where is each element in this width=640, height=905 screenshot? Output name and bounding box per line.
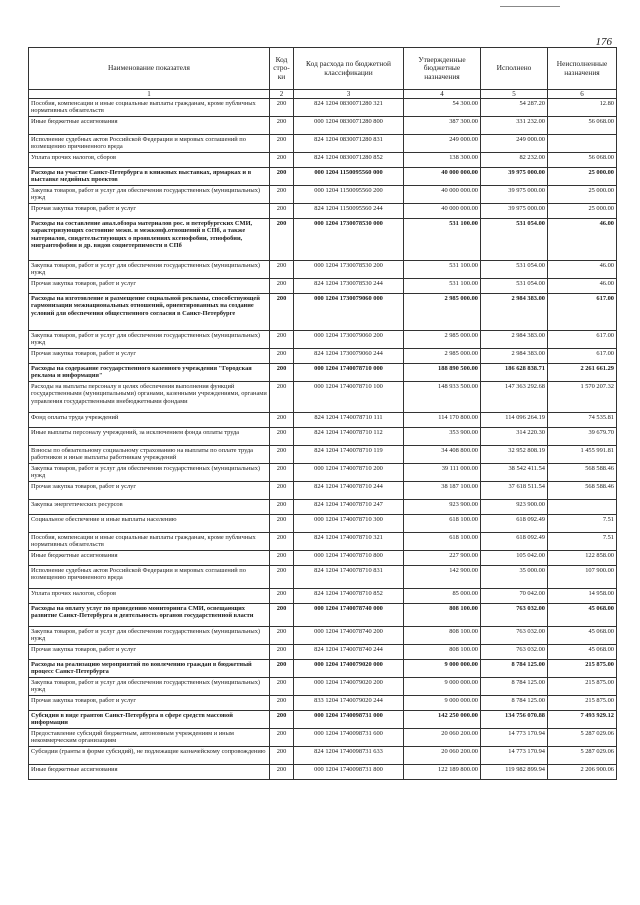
cell-expense-code: 824 1204 1740078710 247 — [294, 500, 404, 515]
cell-name: Прочая закупка товаров, работ и услуг — [29, 645, 270, 660]
cell-approved: 20 060 200.00 — [404, 747, 481, 765]
cell-row-code: 200 — [270, 678, 294, 696]
scan-top-mark — [500, 6, 560, 7]
cell-name: Пособия, компенсации и иные социальные выплаты гражданам, кроме публичных нормативных обязательств — [29, 533, 270, 551]
cell-expense-code: 000 1204 1740079020 200 — [294, 678, 404, 696]
cell-expense-code: 000 1204 1740079020 000 — [294, 660, 404, 678]
cell-name: Закупка товаров, работ и услуг для обеспечения государственных (муниципальных) нужд — [29, 627, 270, 645]
cell-name: Расходы на содержание государственного казенного учреждения "Городская реклама и информация" — [29, 364, 270, 382]
cell-unexecuted: 5 287 029.06 — [548, 729, 617, 747]
cell-approved: 142 900.00 — [404, 566, 481, 589]
cell-expense-code: 000 1204 1740078710 000 — [294, 364, 404, 382]
cell-expense-code: 824 1204 1740078710 111 — [294, 413, 404, 428]
cell-name: Прочая закупка товаров, работ и услуг — [29, 279, 270, 294]
table-row — [29, 589, 617, 604]
cell-executed: 39 975 000.00 — [481, 186, 548, 204]
cell-unexecuted: 7.51 — [548, 515, 617, 533]
cell-approved: 9 000 000.00 — [404, 696, 481, 711]
table-row — [29, 747, 617, 765]
cell-row-code: 200 — [270, 604, 294, 627]
budget-execution-table — [28, 47, 617, 780]
cell-row-code: 200 — [270, 660, 294, 678]
table-row — [29, 168, 617, 186]
table-row — [29, 464, 617, 482]
cell-unexecuted: 122 858.00 — [548, 551, 617, 566]
cell-name: Прочая закупка товаров, работ и услуг — [29, 696, 270, 711]
cell-expense-code: 833 1204 1740079020 244 — [294, 696, 404, 711]
header-approved: Утвержденные бюджетные назначения — [404, 48, 481, 90]
cell-expense-code: 824 1204 0830071280 852 — [294, 153, 404, 168]
column-number: 4 — [404, 90, 481, 99]
cell-row-code: 200 — [270, 204, 294, 219]
cell-name: Социальное обеспечение и иные выплаты населению — [29, 515, 270, 533]
cell-name: Иные выплаты персоналу учреждений, за исключением фонда оплаты труда — [29, 428, 270, 446]
table-row — [29, 331, 617, 349]
cell-approved: 531 100.00 — [404, 261, 481, 279]
cell-unexecuted: 46.00 — [548, 261, 617, 279]
cell-row-code: 200 — [270, 729, 294, 747]
table-row — [29, 382, 617, 413]
cell-approved: 40 000 000.00 — [404, 168, 481, 186]
cell-executed: 186 628 838.71 — [481, 364, 548, 382]
cell-name: Расходы на выплаты персоналу в целях обеспечения выполнения функций государственными (муниципальными) органами, казенными учреждениями, органами управления государственными внебюджетными фондами — [29, 382, 270, 413]
table-row — [29, 566, 617, 589]
cell-expense-code: 000 1204 1730078530 000 — [294, 219, 404, 261]
cell-row-code: 200 — [270, 428, 294, 446]
cell-row-code: 200 — [270, 349, 294, 364]
cell-row-code: 200 — [270, 117, 294, 135]
cell-name: Закупка товаров, работ и услуг для обеспечения государственных (муниципальных) нужд — [29, 261, 270, 279]
cell-unexecuted: 215 875.00 — [548, 678, 617, 696]
cell-row-code: 200 — [270, 589, 294, 604]
cell-row-code: 200 — [270, 551, 294, 566]
cell-name: Закупка товаров, работ и услуг для обеспечения государственных (муниципальных) нужд — [29, 464, 270, 482]
cell-name: Расходы на реализацию мероприятий по вовлечению граждан в бюджетный процесс Санкт-Петербурга — [29, 660, 270, 678]
cell-name: Закупка товаров, работ и услуг для обеспечения государственных (муниципальных) нужд — [29, 331, 270, 349]
cell-row-code: 200 — [270, 186, 294, 204]
table-row — [29, 645, 617, 660]
cell-expense-code: 824 1204 0830071280 831 — [294, 135, 404, 153]
cell-executed: 39 975 000.00 — [481, 204, 548, 219]
column-number: 2 — [270, 90, 294, 99]
cell-expense-code: 000 1204 1150095560 000 — [294, 168, 404, 186]
cell-unexecuted — [548, 135, 617, 153]
cell-row-code: 200 — [270, 464, 294, 482]
cell-approved: 20 060 200.00 — [404, 729, 481, 747]
table-body — [29, 99, 617, 780]
cell-executed: 39 975 000.00 — [481, 168, 548, 186]
cell-executed: 618 092.49 — [481, 515, 548, 533]
header-expense-code: Код расхода по бюджетной классификации — [294, 48, 404, 90]
cell-unexecuted: 215 875.00 — [548, 660, 617, 678]
table-row — [29, 261, 617, 279]
cell-approved: 2 985 000.00 — [404, 331, 481, 349]
cell-executed: 147 363 292.68 — [481, 382, 548, 413]
cell-row-code: 200 — [270, 168, 294, 186]
cell-unexecuted: 46.00 — [548, 279, 617, 294]
cell-row-code: 200 — [270, 533, 294, 551]
cell-name: Субсидии (гранты в форме субсидий), не подлежащие казначейскому сопровождению — [29, 747, 270, 765]
cell-expense-code: 824 1204 1740078710 831 — [294, 566, 404, 589]
cell-executed: 763 032.00 — [481, 645, 548, 660]
cell-executed: 35 000.00 — [481, 566, 548, 589]
cell-name: Уплата прочих налогов, сборов — [29, 589, 270, 604]
cell-executed: 82 232.00 — [481, 153, 548, 168]
table-row — [29, 204, 617, 219]
column-number: 3 — [294, 90, 404, 99]
cell-executed: 119 982 899.94 — [481, 765, 548, 780]
cell-executed: 763 032.00 — [481, 627, 548, 645]
cell-expense-code: 000 1204 1740098731 800 — [294, 765, 404, 780]
cell-approved: 54 300.00 — [404, 99, 481, 117]
cell-approved: 227 900.00 — [404, 551, 481, 566]
cell-unexecuted: 46.00 — [548, 219, 617, 261]
cell-unexecuted: 617.00 — [548, 349, 617, 364]
table-row — [29, 765, 617, 780]
cell-expense-code: 000 1204 1730079060 000 — [294, 294, 404, 331]
cell-expense-code: 000 1204 1740078710 100 — [294, 382, 404, 413]
cell-expense-code: 000 1204 0830071280 800 — [294, 117, 404, 135]
cell-approved: 387 300.00 — [404, 117, 481, 135]
cell-unexecuted: 617.00 — [548, 331, 617, 349]
cell-approved: 9 000 000.00 — [404, 660, 481, 678]
cell-executed: 331 232.00 — [481, 117, 548, 135]
cell-unexecuted: 14 958.00 — [548, 589, 617, 604]
cell-approved: 618 100.00 — [404, 533, 481, 551]
table-row — [29, 627, 617, 645]
cell-unexecuted: 7.51 — [548, 533, 617, 551]
cell-unexecuted: 1 570 207.32 — [548, 382, 617, 413]
cell-executed: 37 618 511.54 — [481, 482, 548, 500]
cell-name: Расходы на оплату услуг по проведению мониторинга СМИ, освещающих развитие Санкт-Петербурга и деятельность органов государственной власти — [29, 604, 270, 627]
cell-executed: 105 042.00 — [481, 551, 548, 566]
table-row — [29, 604, 617, 627]
cell-approved: 114 170 800.00 — [404, 413, 481, 428]
cell-name: Прочая закупка товаров, работ и услуг — [29, 482, 270, 500]
cell-executed: 2 984 383.00 — [481, 349, 548, 364]
cell-unexecuted: 5 287 029.06 — [548, 747, 617, 765]
cell-row-code: 200 — [270, 515, 294, 533]
cell-unexecuted: 74 535.81 — [548, 413, 617, 428]
cell-unexecuted: 12.80 — [548, 99, 617, 117]
table-row — [29, 500, 617, 515]
cell-executed: 70 042.00 — [481, 589, 548, 604]
cell-unexecuted: 56 068.00 — [548, 117, 617, 135]
cell-name: Иные бюджетные ассигнования — [29, 551, 270, 566]
table-row — [29, 551, 617, 566]
cell-executed: 2 984 383.00 — [481, 294, 548, 331]
cell-executed: 14 773 170.94 — [481, 729, 548, 747]
table-row — [29, 515, 617, 533]
table-header-row — [29, 48, 617, 90]
cell-unexecuted: 2 206 900.06 — [548, 765, 617, 780]
cell-unexecuted: 107 900.00 — [548, 566, 617, 589]
cell-unexecuted: 1 455 991.81 — [548, 446, 617, 464]
cell-unexecuted: 45 068.00 — [548, 645, 617, 660]
cell-unexecuted: 25 000.00 — [548, 186, 617, 204]
cell-approved: 353 900.00 — [404, 428, 481, 446]
cell-executed: 249 000.00 — [481, 135, 548, 153]
cell-name: Иные бюджетные ассигнования — [29, 765, 270, 780]
cell-executed: 38 542 411.54 — [481, 464, 548, 482]
table-row — [29, 533, 617, 551]
cell-executed: 531 054.00 — [481, 219, 548, 261]
cell-expense-code: 000 1204 1730079060 200 — [294, 331, 404, 349]
column-number: 5 — [481, 90, 548, 99]
cell-name: Закупка энергетических ресурсов — [29, 500, 270, 515]
cell-expense-code: 824 1204 1740078740 244 — [294, 645, 404, 660]
cell-name: Пособия, компенсации и иные социальные выплаты гражданам, кроме публичных нормативных обязательств — [29, 99, 270, 117]
cell-executed: 54 287.20 — [481, 99, 548, 117]
table-row — [29, 364, 617, 382]
cell-executed: 531 054.00 — [481, 261, 548, 279]
cell-approved: 808 100.00 — [404, 645, 481, 660]
cell-name: Исполнение судебных актов Российской Федерации и мировых соглашений по возмещению причиненного вреда — [29, 566, 270, 589]
cell-expense-code: 824 1204 1740078710 244 — [294, 482, 404, 500]
header-row-code: Код стро-ки — [270, 48, 294, 90]
cell-expense-code: 000 1204 1740078710 200 — [294, 464, 404, 482]
cell-approved: 122 189 800.00 — [404, 765, 481, 780]
cell-expense-code: 000 1204 1740078740 000 — [294, 604, 404, 627]
cell-unexecuted: 45 068.00 — [548, 627, 617, 645]
cell-unexecuted: 617.00 — [548, 294, 617, 331]
cell-executed: 923 900.00 — [481, 500, 548, 515]
cell-executed: 8 784 125.00 — [481, 660, 548, 678]
table-row — [29, 135, 617, 153]
cell-row-code: 200 — [270, 446, 294, 464]
cell-row-code: 200 — [270, 135, 294, 153]
table-row — [29, 153, 617, 168]
cell-executed: 2 984 383.00 — [481, 331, 548, 349]
cell-unexecuted: 215 875.00 — [548, 696, 617, 711]
cell-expense-code: 000 1204 1730078530 200 — [294, 261, 404, 279]
table-row — [29, 446, 617, 464]
cell-expense-code: 824 1204 1740078710 852 — [294, 589, 404, 604]
cell-approved: 249 000.00 — [404, 135, 481, 153]
cell-name: Уплата прочих налогов, сборов — [29, 153, 270, 168]
cell-expense-code: 824 1204 1740078710 112 — [294, 428, 404, 446]
cell-approved: 618 100.00 — [404, 515, 481, 533]
cell-expense-code: 000 1204 1740078710 300 — [294, 515, 404, 533]
cell-approved: 923 900.00 — [404, 500, 481, 515]
column-number: 6 — [548, 90, 617, 99]
cell-executed: 8 784 125.00 — [481, 696, 548, 711]
cell-approved: 2 985 000.00 — [404, 294, 481, 331]
table-row — [29, 117, 617, 135]
cell-executed: 531 054.00 — [481, 279, 548, 294]
cell-unexecuted: 39 679.70 — [548, 428, 617, 446]
cell-unexecuted: 56 068.00 — [548, 153, 617, 168]
page-number: 176 — [595, 36, 612, 48]
cell-row-code: 200 — [270, 99, 294, 117]
cell-row-code: 200 — [270, 153, 294, 168]
cell-name: Закупка товаров, работ и услуг для обеспечения государственных (муниципальных) нужд — [29, 678, 270, 696]
cell-approved: 38 187 100.00 — [404, 482, 481, 500]
cell-row-code: 200 — [270, 696, 294, 711]
cell-executed: 14 773 170.94 — [481, 747, 548, 765]
cell-row-code: 200 — [270, 482, 294, 500]
cell-expense-code: 000 1204 1740078710 800 — [294, 551, 404, 566]
header-unexecuted: Неисполненные назначения — [548, 48, 617, 90]
cell-approved: 2 985 000.00 — [404, 349, 481, 364]
cell-row-code: 200 — [270, 261, 294, 279]
cell-row-code: 200 — [270, 294, 294, 331]
cell-unexecuted: 568 588.46 — [548, 482, 617, 500]
cell-row-code: 200 — [270, 566, 294, 589]
cell-executed: 134 756 070.88 — [481, 711, 548, 729]
cell-approved: 808 100.00 — [404, 627, 481, 645]
cell-expense-code: 824 1204 1730078530 244 — [294, 279, 404, 294]
cell-row-code: 200 — [270, 219, 294, 261]
cell-name: Предоставление субсидий бюджетным, автономным учреждениям и иным некоммерческим организациям — [29, 729, 270, 747]
table-row — [29, 729, 617, 747]
cell-row-code: 200 — [270, 500, 294, 515]
cell-executed: 8 784 125.00 — [481, 678, 548, 696]
cell-name: Расходы на участие Санкт-Петербурга в книжных выставках, ярмарках и в выставке медийных проектов — [29, 168, 270, 186]
cell-name: Расходы на изготовление и размещение социальной рекламы, способствующей гармонизации межнациональных отношений, ориентированных на создание условий для обеспечения общественного согласия в Санкт-Петербурге — [29, 294, 270, 331]
table-row — [29, 219, 617, 261]
cell-name: Прочая закупка товаров, работ и услуг — [29, 204, 270, 219]
cell-row-code: 200 — [270, 364, 294, 382]
table-row — [29, 696, 617, 711]
table-row — [29, 413, 617, 428]
table-row — [29, 279, 617, 294]
column-number: 1 — [29, 90, 270, 99]
cell-expense-code: 000 1204 1150095560 200 — [294, 186, 404, 204]
cell-approved: 40 000 000.00 — [404, 204, 481, 219]
cell-row-code: 200 — [270, 279, 294, 294]
cell-executed: 618 092.49 — [481, 533, 548, 551]
cell-expense-code: 000 1204 1740098731 600 — [294, 729, 404, 747]
cell-approved: 34 408 800.00 — [404, 446, 481, 464]
table-row — [29, 349, 617, 364]
cell-approved: 142 250 000.00 — [404, 711, 481, 729]
table-row — [29, 428, 617, 446]
table-row — [29, 99, 617, 117]
table-row — [29, 186, 617, 204]
cell-unexecuted: 7 493 929.12 — [548, 711, 617, 729]
cell-unexecuted: 25 000.00 — [548, 168, 617, 186]
cell-approved: 39 111 000.00 — [404, 464, 481, 482]
cell-approved: 188 890 500.00 — [404, 364, 481, 382]
cell-approved: 85 000.00 — [404, 589, 481, 604]
cell-row-code: 200 — [270, 645, 294, 660]
cell-name: Расходы на составление анал.обзора материалов рос. и петербургских СМИ, характеризующих состояние межн. и межконф.отношений в СПб, а также материалов, свидетельствующих о проявлениях ксенофобии, этнофобии, мигрантофобии и др. видов социетерпимости в СПб — [29, 219, 270, 261]
header-executed: Исполнено — [481, 48, 548, 90]
cell-expense-code: 824 1204 1740098731 633 — [294, 747, 404, 765]
cell-approved: 138 300.00 — [404, 153, 481, 168]
cell-expense-code: 824 1204 1740078710 119 — [294, 446, 404, 464]
table-row — [29, 294, 617, 331]
cell-approved: 808 100.00 — [404, 604, 481, 627]
cell-approved: 9 000 000.00 — [404, 678, 481, 696]
cell-expense-code: 824 1204 1150095560 244 — [294, 204, 404, 219]
cell-unexecuted: 45 068.00 — [548, 604, 617, 627]
cell-name: Взносы по обязательному социальному страхованию на выплаты по оплате труда работников и иные выплаты работникам учреждений — [29, 446, 270, 464]
header-name: Наименование показателя — [29, 48, 270, 90]
cell-row-code: 200 — [270, 627, 294, 645]
cell-row-code: 200 — [270, 413, 294, 428]
cell-approved: 148 933 500.00 — [404, 382, 481, 413]
cell-approved: 531 100.00 — [404, 279, 481, 294]
cell-unexecuted: 2 261 661.29 — [548, 364, 617, 382]
cell-executed: 32 952 808.19 — [481, 446, 548, 464]
table-row — [29, 678, 617, 696]
cell-unexecuted: 25 000.00 — [548, 204, 617, 219]
cell-name: Иные бюджетные ассигнования — [29, 117, 270, 135]
cell-name: Исполнение судебных актов Российской Федерации и мировых соглашений по возмещению причиненного вреда — [29, 135, 270, 153]
cell-expense-code: 824 1204 0830071280 321 — [294, 99, 404, 117]
cell-approved: 40 000 000.00 — [404, 186, 481, 204]
cell-unexecuted: 568 588.46 — [548, 464, 617, 482]
cell-expense-code: 824 1204 1740078710 321 — [294, 533, 404, 551]
cell-executed: 114 096 264.19 — [481, 413, 548, 428]
cell-executed: 763 032.00 — [481, 604, 548, 627]
cell-row-code: 200 — [270, 382, 294, 413]
cell-unexecuted — [548, 500, 617, 515]
cell-row-code: 200 — [270, 331, 294, 349]
cell-row-code: 200 — [270, 765, 294, 780]
table-row — [29, 711, 617, 729]
table-row — [29, 482, 617, 500]
cell-name: Прочая закупка товаров, работ и услуг — [29, 349, 270, 364]
cell-name: Закупка товаров, работ и услуг для обеспечения государственных (муниципальных) нужд — [29, 186, 270, 204]
cell-approved: 531 100.00 — [404, 219, 481, 261]
cell-name: Субсидии в виде грантов Санкт-Петербурга в сфере средств массовой информации — [29, 711, 270, 729]
cell-executed: 314 220.30 — [481, 428, 548, 446]
cell-expense-code: 000 1204 1740098731 000 — [294, 711, 404, 729]
cell-name: Фонд оплаты труда учреждений — [29, 413, 270, 428]
cell-expense-code: 824 1204 1730079060 244 — [294, 349, 404, 364]
table-row — [29, 660, 617, 678]
column-number-row — [29, 90, 617, 99]
cell-expense-code: 000 1204 1740078740 200 — [294, 627, 404, 645]
cell-row-code: 200 — [270, 711, 294, 729]
cell-row-code: 200 — [270, 747, 294, 765]
